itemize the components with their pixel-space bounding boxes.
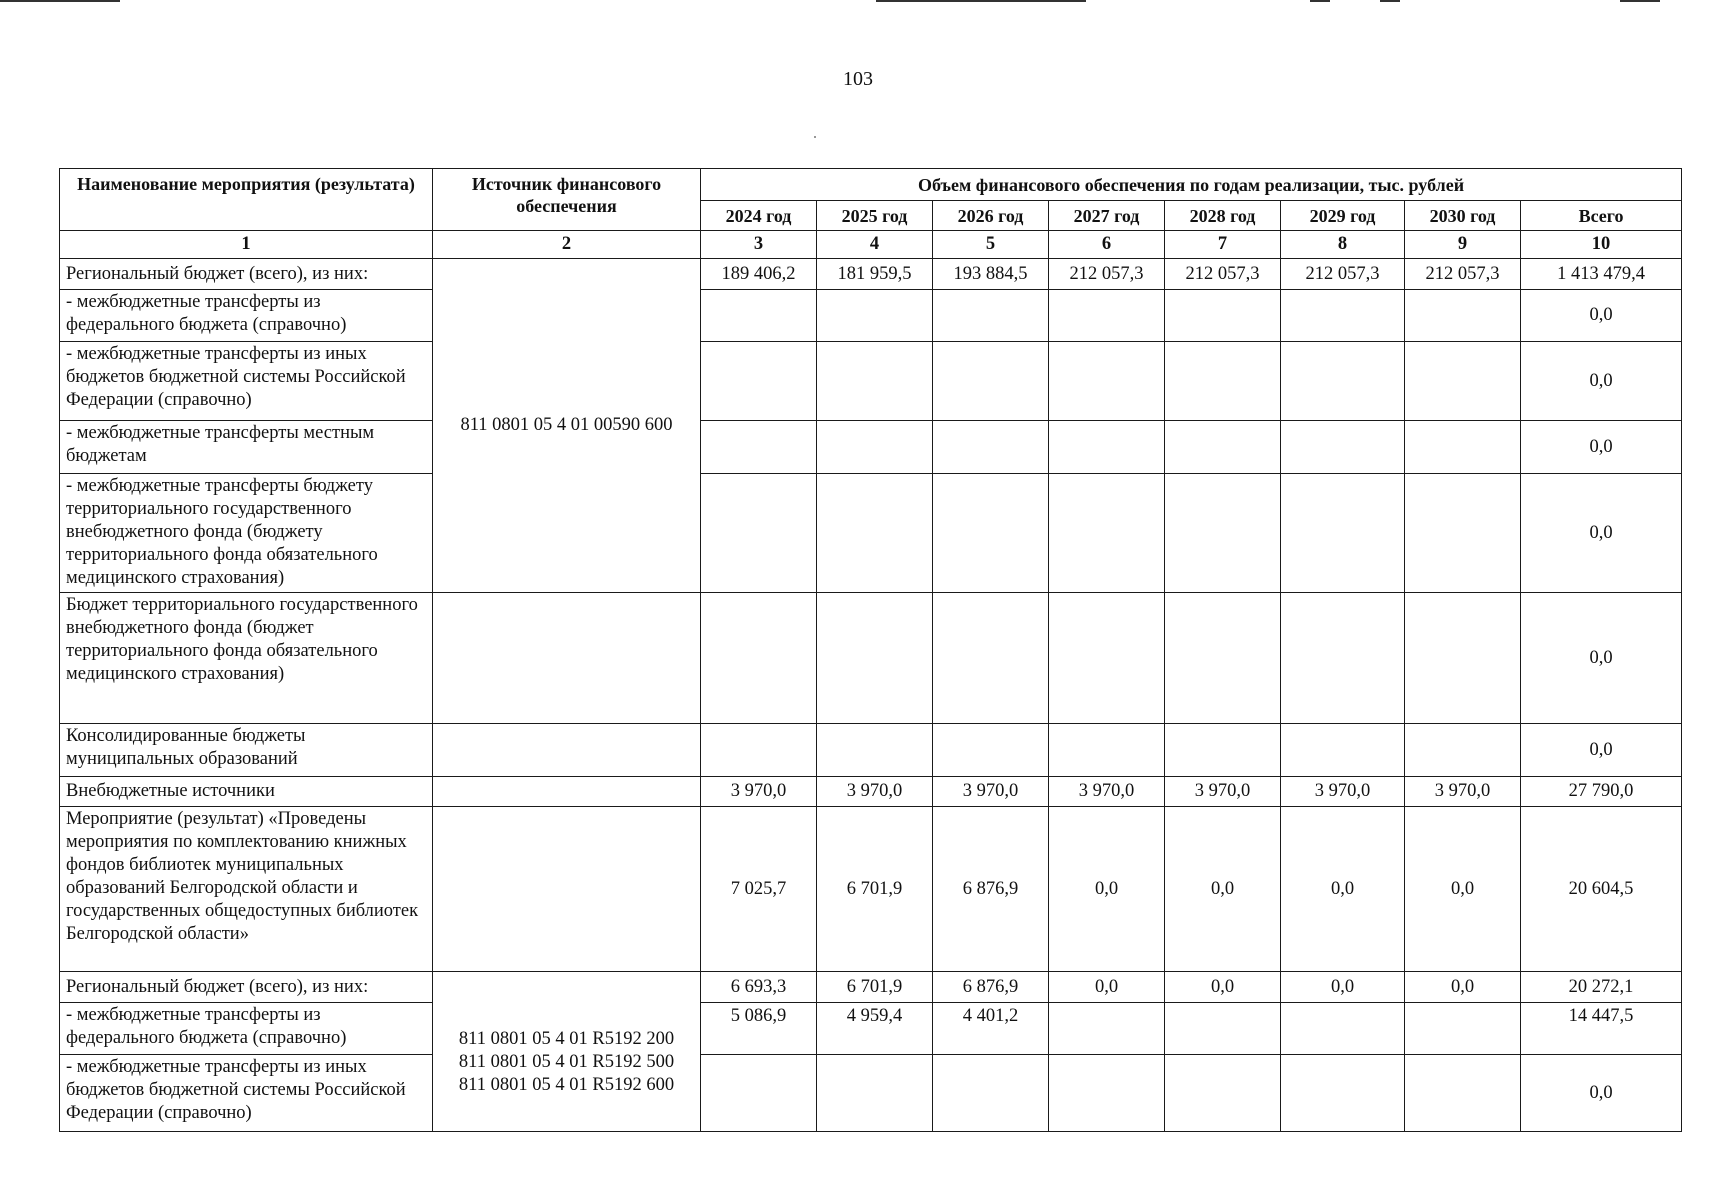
source-code: 811 0801 05 4 01 00590 600 <box>433 259 701 593</box>
table-row <box>60 777 1682 807</box>
cell-value: 6 701,9 <box>817 972 933 1003</box>
source-code-list <box>433 972 701 1132</box>
cell-value <box>1049 724 1165 777</box>
column-number: 10 <box>1521 231 1682 259</box>
header-year: 2030 год <box>1405 201 1521 231</box>
column-number: 9 <box>1405 231 1521 259</box>
cell-value <box>1281 421 1405 474</box>
cell-value <box>1405 290 1521 342</box>
column-number: 1 <box>60 231 433 259</box>
cell-value: 3 970,0 <box>1165 777 1281 807</box>
cell-value: 3 970,0 <box>933 777 1049 807</box>
cell-value: 0,0 <box>1049 972 1165 1003</box>
table-row <box>60 724 1682 777</box>
cell-value: 0,0 <box>1521 290 1682 342</box>
cell-value <box>817 290 933 342</box>
cell-value <box>701 724 817 777</box>
scan-edge-line <box>1620 0 1660 2</box>
cell-value: 3 970,0 <box>1281 777 1405 807</box>
column-number: 7 <box>1165 231 1281 259</box>
table-row <box>60 259 1682 290</box>
page-number: 103 <box>843 68 873 90</box>
cell-value <box>1049 593 1165 724</box>
cell-value <box>817 342 933 421</box>
row-name: - межбюджетные трансферты бюджету территориального государственного внебюджетного фонда (бюджету территориального фонда обязательного медицинского страхования) <box>60 474 433 593</box>
cell-value <box>1405 1003 1521 1055</box>
cell-value <box>1405 474 1521 593</box>
cell-value <box>1049 421 1165 474</box>
column-number: 6 <box>1049 231 1165 259</box>
cell-value: 0,0 <box>1521 724 1682 777</box>
cell-value: 181 959,5 <box>817 259 933 290</box>
cell-value <box>1281 342 1405 421</box>
cell-value <box>933 474 1049 593</box>
scan-edge-line <box>1380 0 1400 2</box>
header-year: 2025 год <box>817 201 933 231</box>
row-name: - межбюджетные трансферты из федерального бюджета (справочно) <box>60 1003 433 1055</box>
row-name: Внебюджетные источники <box>60 777 433 807</box>
table-row <box>60 807 1682 972</box>
header-year: 2026 год <box>933 201 1049 231</box>
cell-value: 0,0 <box>1405 972 1521 1003</box>
header-year: 2029 год <box>1281 201 1405 231</box>
cell-value: 0,0 <box>1165 807 1281 972</box>
cell-value: 4 959,4 <box>817 1003 933 1055</box>
cell-value <box>701 342 817 421</box>
cell-value <box>817 421 933 474</box>
cell-value <box>933 342 1049 421</box>
financing-table <box>59 168 1682 1132</box>
cell-value <box>701 593 817 724</box>
cell-value <box>817 593 933 724</box>
cell-value: 0,0 <box>1521 1055 1682 1132</box>
cell-value: 14 447,5 <box>1521 1003 1682 1055</box>
cell-value <box>1165 290 1281 342</box>
cell-value <box>1049 342 1165 421</box>
row-name: - межбюджетные трансферты из иных бюджетов бюджетной системы Российской Федерации (справочно) <box>60 342 433 421</box>
cell-value: 1 413 479,4 <box>1521 259 1682 290</box>
cell-value <box>701 474 817 593</box>
cell-value: 6 693,3 <box>701 972 817 1003</box>
row-name: Региональный бюджет (всего), из них: <box>60 972 433 1003</box>
header-year: 2027 год <box>1049 201 1165 231</box>
cell-value <box>1281 1055 1405 1132</box>
cell-value <box>1405 421 1521 474</box>
source-code-empty <box>433 593 701 724</box>
cell-value: 212 057,3 <box>1281 259 1405 290</box>
cell-value: 0,0 <box>1281 972 1405 1003</box>
source-code-empty <box>433 807 701 972</box>
cell-value: 0,0 <box>1281 807 1405 972</box>
cell-value: 0,0 <box>1521 593 1682 724</box>
cell-value <box>1405 342 1521 421</box>
header-year: 2024 год <box>701 201 817 231</box>
table-row <box>60 342 1682 421</box>
cell-value <box>817 724 933 777</box>
cell-value <box>1165 342 1281 421</box>
cell-value <box>1165 1003 1281 1055</box>
row-name: Мероприятие (результат) «Проведены мероприятия по комплектованию книжных фондов библиотек муниципальных образований Белгородской области и государственных общедоступных библиотек Белгородской области» <box>60 807 433 972</box>
table-row <box>60 290 1682 342</box>
table-row <box>60 593 1682 724</box>
source-code-line: 811 0801 05 4 01 R5192 600 <box>458 1075 675 1095</box>
cell-value: 0,0 <box>1521 342 1682 421</box>
cell-value: 4 401,2 <box>933 1003 1049 1055</box>
cell-value <box>933 421 1049 474</box>
cell-value: 27 790,0 <box>1521 777 1682 807</box>
cell-value: 189 406,2 <box>701 259 817 290</box>
cell-value: 212 057,3 <box>1405 259 1521 290</box>
row-name: - межбюджетные трансферты из иных бюджетов бюджетной системы Российской Федерации (справочно) <box>60 1055 433 1132</box>
cell-value <box>817 474 933 593</box>
cell-value: 3 970,0 <box>701 777 817 807</box>
cell-value <box>1281 290 1405 342</box>
cell-value <box>1049 290 1165 342</box>
source-code-empty <box>433 777 701 807</box>
cell-value <box>1405 1055 1521 1132</box>
cell-value <box>933 724 1049 777</box>
cell-value <box>933 1055 1049 1132</box>
cell-value: 0,0 <box>1165 972 1281 1003</box>
scan-edge-line <box>876 0 1086 2</box>
source-code-line: 811 0801 05 4 01 R5192 500 <box>458 1052 675 1072</box>
table-row <box>60 421 1682 474</box>
column-number: 2 <box>433 231 701 259</box>
source-code-line: 811 0801 05 4 01 R5192 200 <box>458 1029 675 1049</box>
cell-value <box>1165 421 1281 474</box>
scan-edge-line <box>0 0 120 2</box>
table-row <box>60 1003 1682 1055</box>
column-number: 8 <box>1281 231 1405 259</box>
header-name: Наименование мероприятия (результата) <box>60 169 433 231</box>
cell-value: 20 604,5 <box>1521 807 1682 972</box>
cell-value <box>701 421 817 474</box>
column-number: 4 <box>817 231 933 259</box>
cell-value: 6 876,9 <box>933 807 1049 972</box>
cell-value: 6 701,9 <box>817 807 933 972</box>
cell-value <box>1405 724 1521 777</box>
scan-speck <box>814 136 816 138</box>
source-code-empty <box>433 724 701 777</box>
cell-value: 0,0 <box>1049 807 1165 972</box>
cell-value <box>1165 593 1281 724</box>
cell-value <box>933 290 1049 342</box>
cell-value: 5 086,9 <box>701 1003 817 1055</box>
cell-value <box>701 290 817 342</box>
cell-value <box>1165 724 1281 777</box>
header-total: Всего <box>1521 201 1682 231</box>
cell-value <box>933 593 1049 724</box>
cell-value <box>1405 593 1521 724</box>
cell-value <box>1049 1003 1165 1055</box>
cell-value <box>1281 593 1405 724</box>
cell-value <box>1281 724 1405 777</box>
table-row <box>60 474 1682 593</box>
column-numbers-row <box>60 231 1682 259</box>
cell-value: 7 025,7 <box>701 807 817 972</box>
cell-value: 20 272,1 <box>1521 972 1682 1003</box>
cell-value: 212 057,3 <box>1049 259 1165 290</box>
column-number: 3 <box>701 231 817 259</box>
header-year: 2028 год <box>1165 201 1281 231</box>
cell-value: 0,0 <box>1405 807 1521 972</box>
scan-edge-line <box>1310 0 1330 2</box>
cell-value <box>1049 474 1165 593</box>
cell-value <box>1049 1055 1165 1132</box>
cell-value: 0,0 <box>1521 421 1682 474</box>
row-name: - межбюджетные трансферты из федерального бюджета (справочно) <box>60 290 433 342</box>
row-name: - межбюджетные трансферты местным бюджетам <box>60 421 433 474</box>
cell-value: 212 057,3 <box>1165 259 1281 290</box>
cell-value: 6 876,9 <box>933 972 1049 1003</box>
header-source: Источник финансового обеспечения <box>433 169 701 231</box>
cell-value: 0,0 <box>1521 474 1682 593</box>
cell-value <box>817 1055 933 1132</box>
table-row <box>60 972 1682 1003</box>
cell-value <box>1281 1003 1405 1055</box>
cell-value <box>1281 474 1405 593</box>
column-number: 5 <box>933 231 1049 259</box>
cell-value: 3 970,0 <box>817 777 933 807</box>
header-volume-group: Объем финансового обеспечения по годам реализации, тыс. рублей <box>701 169 1682 201</box>
cell-value: 3 970,0 <box>1405 777 1521 807</box>
row-name: Бюджет территориального государственного внебюджетного фонда (бюджет территориального фонда обязательного медицинского страхования) <box>60 593 433 724</box>
cell-value <box>1165 474 1281 593</box>
cell-value: 3 970,0 <box>1049 777 1165 807</box>
row-name: Региональный бюджет (всего), из них: <box>60 259 433 290</box>
cell-value: 193 884,5 <box>933 259 1049 290</box>
cell-value <box>1165 1055 1281 1132</box>
row-name: Консолидированные бюджеты муниципальных образований <box>60 724 433 777</box>
cell-value <box>701 1055 817 1132</box>
table-row <box>60 1055 1682 1132</box>
